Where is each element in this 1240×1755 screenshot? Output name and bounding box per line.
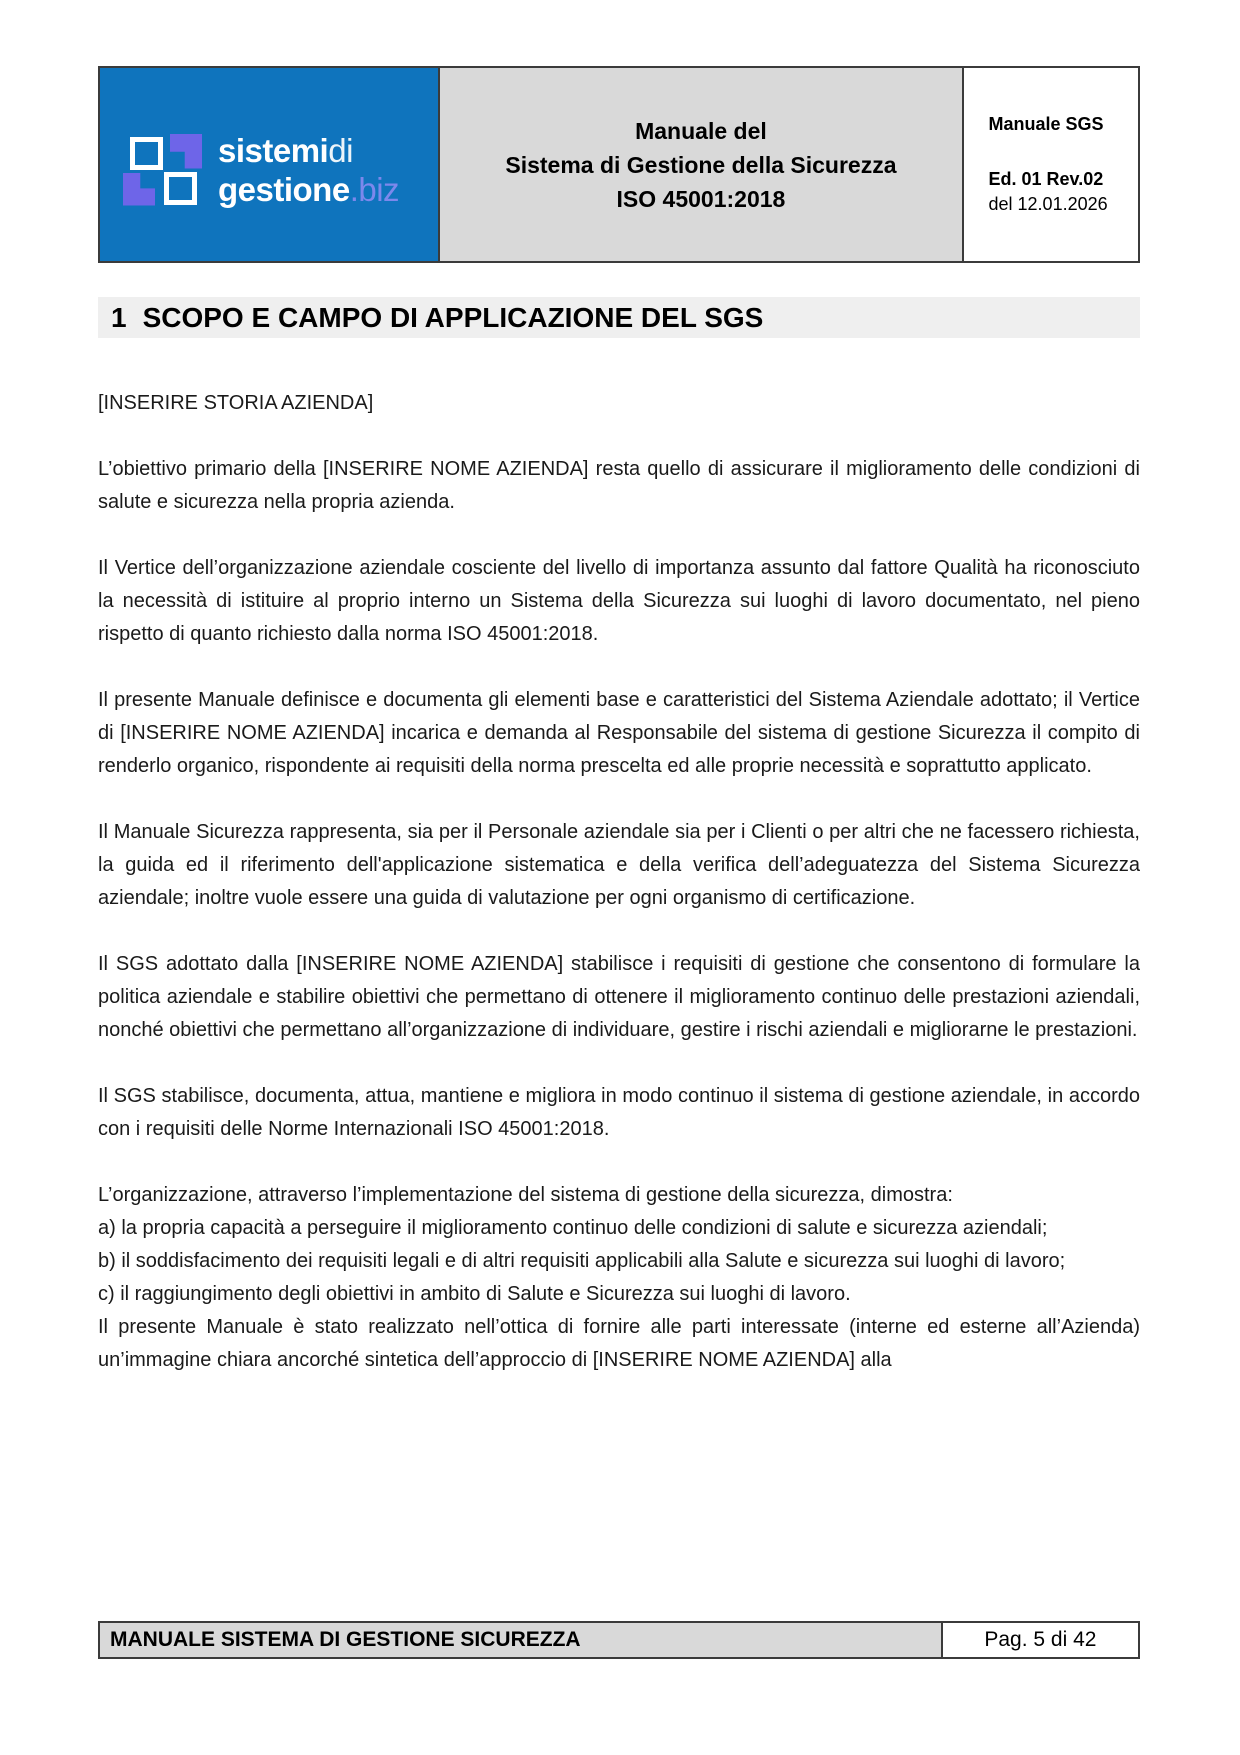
logo-cell	[100, 68, 438, 261]
body-paragraph: L’obiettivo primario della [INSERIRE NOME AZIENDA] resta quello di assicurare il miglioramento delle condizioni di salute e sicurezza nella propria azienda.	[98, 458, 1140, 513]
manual-code: Manuale SGS	[988, 114, 1104, 134]
logo-text-biz: .biz	[349, 170, 400, 208]
body-paragraph: Il Vertice dell’organizzazione aziendale cosciente del livello di importanza assunto dal fattore Qualità ha riconosciuto la necessità di istituire al proprio interno un Sistema della Sicurezza sui luoghi di lavoro documentato, nel pieno rispetto di quanto richiesto dalla norma ISO 45001:2018.	[98, 557, 1140, 645]
logo-squares-icon	[123, 134, 203, 206]
body-paragraph: Il presente Manuale è stato realizzato nell’ottica di fornire alle parti interessate (interne ed esterne all’Azienda) un’immagine chiara ancorché sintetica dell’approccio di [INSERIRE NOME AZIENDA] alla	[98, 1316, 1140, 1371]
section-number: 1	[111, 302, 127, 333]
footer-manual-label: MANUALE SISTEMA DI GESTIONE SICUREZZA	[100, 1623, 943, 1657]
document-header-table	[98, 66, 1140, 263]
body-paragraph: Il presente Manuale definisce e documenta gli elementi base e caratteristici del Sistema Aziendale adottato; il Vertice di [INSERIRE NOME AZIENDA] incarica e demanda al Responsabile del sistema di gestione Sicurezza il compito di renderlo organico, rispondente ai requisiti della norma prescelta ed alle proprie necessità e soprattutto applicato.	[98, 689, 1140, 777]
body-paragraph: Il SGS stabilisce, documenta, attua, mantiene e migliora in modo continuo il sistema di gestione aziendale, in accordo con i requisiti delle Norme Internazionali ISO 45001:2018.	[98, 1085, 1140, 1140]
logo-line-2	[218, 170, 399, 209]
section-heading	[98, 297, 1140, 338]
body-paragraph: L’organizzazione, attraverso l’implementazione del sistema di gestione della sicurezza, dimostra:	[98, 1184, 953, 1206]
revision-date: del 12.01.2026	[988, 194, 1108, 214]
section-title: SCOPO E CAMPO DI APPLICAZIONE DEL SGS	[142, 302, 764, 333]
footer-page-number: Pag. 5 di 42	[943, 1623, 1138, 1657]
logo-outline-square-bottom-icon	[164, 172, 197, 205]
logo-outline-square-top-icon	[130, 137, 163, 170]
body-paragraph: Il Manuale Sicurezza rappresenta, sia per il Personale aziendale sia per i Clienti o per altri che ne facessero richiesta, la guida ed il riferimento dell'applicazione sistematica e della verifica dell’adeguatezza del Sistema Sicurezza aziendale; inoltre vuole essere una guida di valutazione per ogni organismo di certificazione.	[98, 821, 1140, 909]
body-paragraph: [INSERIRE STORIA AZIENDA]	[98, 392, 374, 414]
sistemidigestione-logo	[100, 131, 399, 209]
logo-line-1	[218, 131, 399, 170]
logo-corner-piece-top-icon	[170, 134, 202, 169]
logo-text-di: di	[328, 131, 353, 169]
logo-wordmark	[218, 131, 399, 209]
document-footer-table	[98, 1621, 1140, 1659]
list-item-b: b) il soddisfacimento dei requisiti legali e di altri requisiti applicabili alla Salute e sicurezza sui luoghi di lavoro;	[98, 1250, 1066, 1272]
list-item-a: a) la propria capacità a perseguire il miglioramento continuo delle condizioni di salute e sicurezza aziendali;	[98, 1217, 1048, 1239]
document-title-line-1: Manuale del	[635, 117, 767, 144]
logo-corner-piece-bottom-icon	[123, 173, 155, 206]
body-paragraph: Il SGS adottato dalla [INSERIRE NOME AZIENDA] stabilisce i requisiti di gestione che consentono di formulare la politica aziendale e stabilire obiettivi che permettano di ottenere il miglioramento continuo delle prestazioni aziendali, nonché obiettivi che permettano all’organizzazione di individuare, gestire i rischi aziendali e migliorarne le prestazioni.	[98, 953, 1140, 1041]
document-title-cell	[438, 68, 961, 261]
logo-text-sistemi: sistemi	[218, 131, 329, 169]
document-reference-cell	[962, 68, 1138, 261]
document-body	[98, 387, 1140, 1377]
edition-revision: Ed. 01 Rev.02	[988, 169, 1104, 189]
document-title-line-2: Sistema di Gestione della Sicurezza	[505, 151, 897, 178]
document-title-line-3: ISO 45001:2018	[616, 185, 786, 212]
list-item-c: c) il raggiungimento degli obiettivi in ambito di Salute e Sicurezza sui luoghi di lavoro.	[98, 1283, 851, 1305]
logo-text-gestione: gestione	[218, 170, 350, 208]
